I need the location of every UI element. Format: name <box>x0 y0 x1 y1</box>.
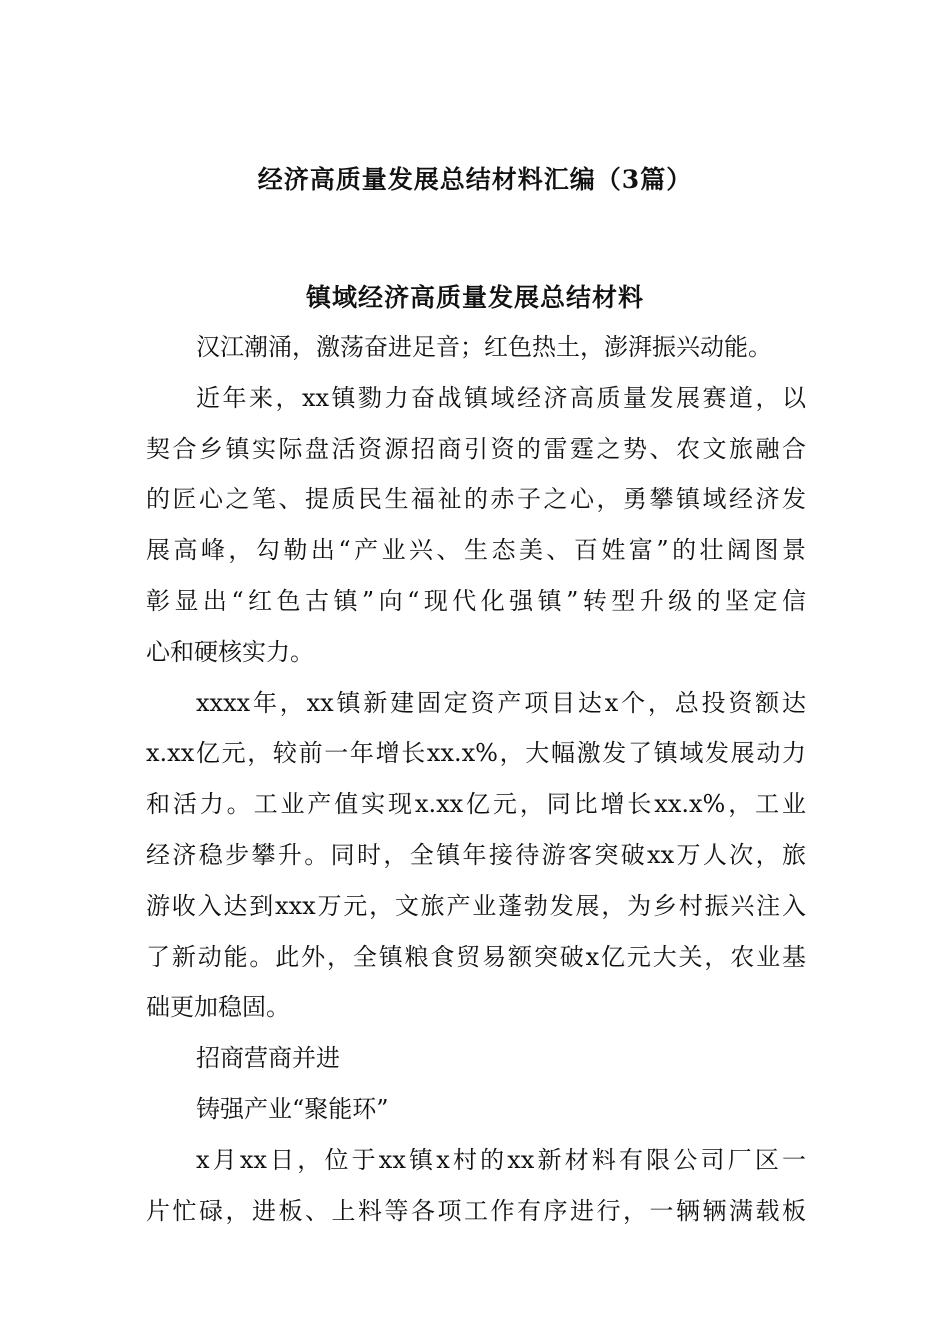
body-line: x月xx日，位于xx镇x村的xx新材料有限公司厂区一 <box>196 1145 806 1174</box>
body-line: xxxx年，xx镇新建固定资产项目达x个，总投资额达 <box>196 688 806 717</box>
subheading: 招商营商并进 <box>196 1044 340 1073</box>
body-line: 和活力。工业产值实现x.xx亿元，同比增长xx.x%，工业 <box>146 790 806 819</box>
body-line: 游收入达到xxx万元，文旅产业蓬勃发展，为乡村振兴注入 <box>146 891 806 920</box>
body-line: 础更加稳固。 <box>146 993 290 1022</box>
body-line: 经济稳步攀升。同时，全镇年接待游客突破xx万人次，旅 <box>146 840 806 869</box>
body-line: 展高峰，勾勒出“产业兴、生态美、百姓富”的壮阔图景 <box>146 536 806 565</box>
body-line: 契合乡镇实际盘活资源招商引资的雷霆之势、农文旅融合 <box>146 434 806 463</box>
subheading: 铸强产业“聚能环” <box>196 1094 389 1123</box>
body-line: 彰显出“红色古镇”向“现代化强镇”转型升级的坚定信 <box>146 586 806 615</box>
document-title: 经济高质量发展总结材料汇编（3篇） <box>257 165 693 194</box>
body-line: 了新动能。此外，全镇粮食贸易额突破x亿元大关，农业基 <box>146 942 806 971</box>
body-line: 片忙碌，进板、上料等各项工作有序进行，一辆辆满载板 <box>146 1196 806 1225</box>
body-line: x.xx亿元，较前一年增长xx.x%，大幅激发了镇域发展动力 <box>146 739 806 768</box>
document-body <box>146 327 806 1241</box>
body-line: 近年来，xx镇勠力奋战镇域经济高质量发展赛道，以 <box>196 383 806 412</box>
section-title: 镇域经济高质量发展总结材料 <box>305 283 644 312</box>
body-line: 的匠心之笔、提质民生福祉的赤子之心，勇攀镇域经济发 <box>146 485 806 514</box>
body-line: 心和硬核实力。 <box>146 637 314 666</box>
body-line: 汉江潮涌，激荡奋进足音；红色热土，澎湃振兴动能。 <box>196 333 772 361</box>
